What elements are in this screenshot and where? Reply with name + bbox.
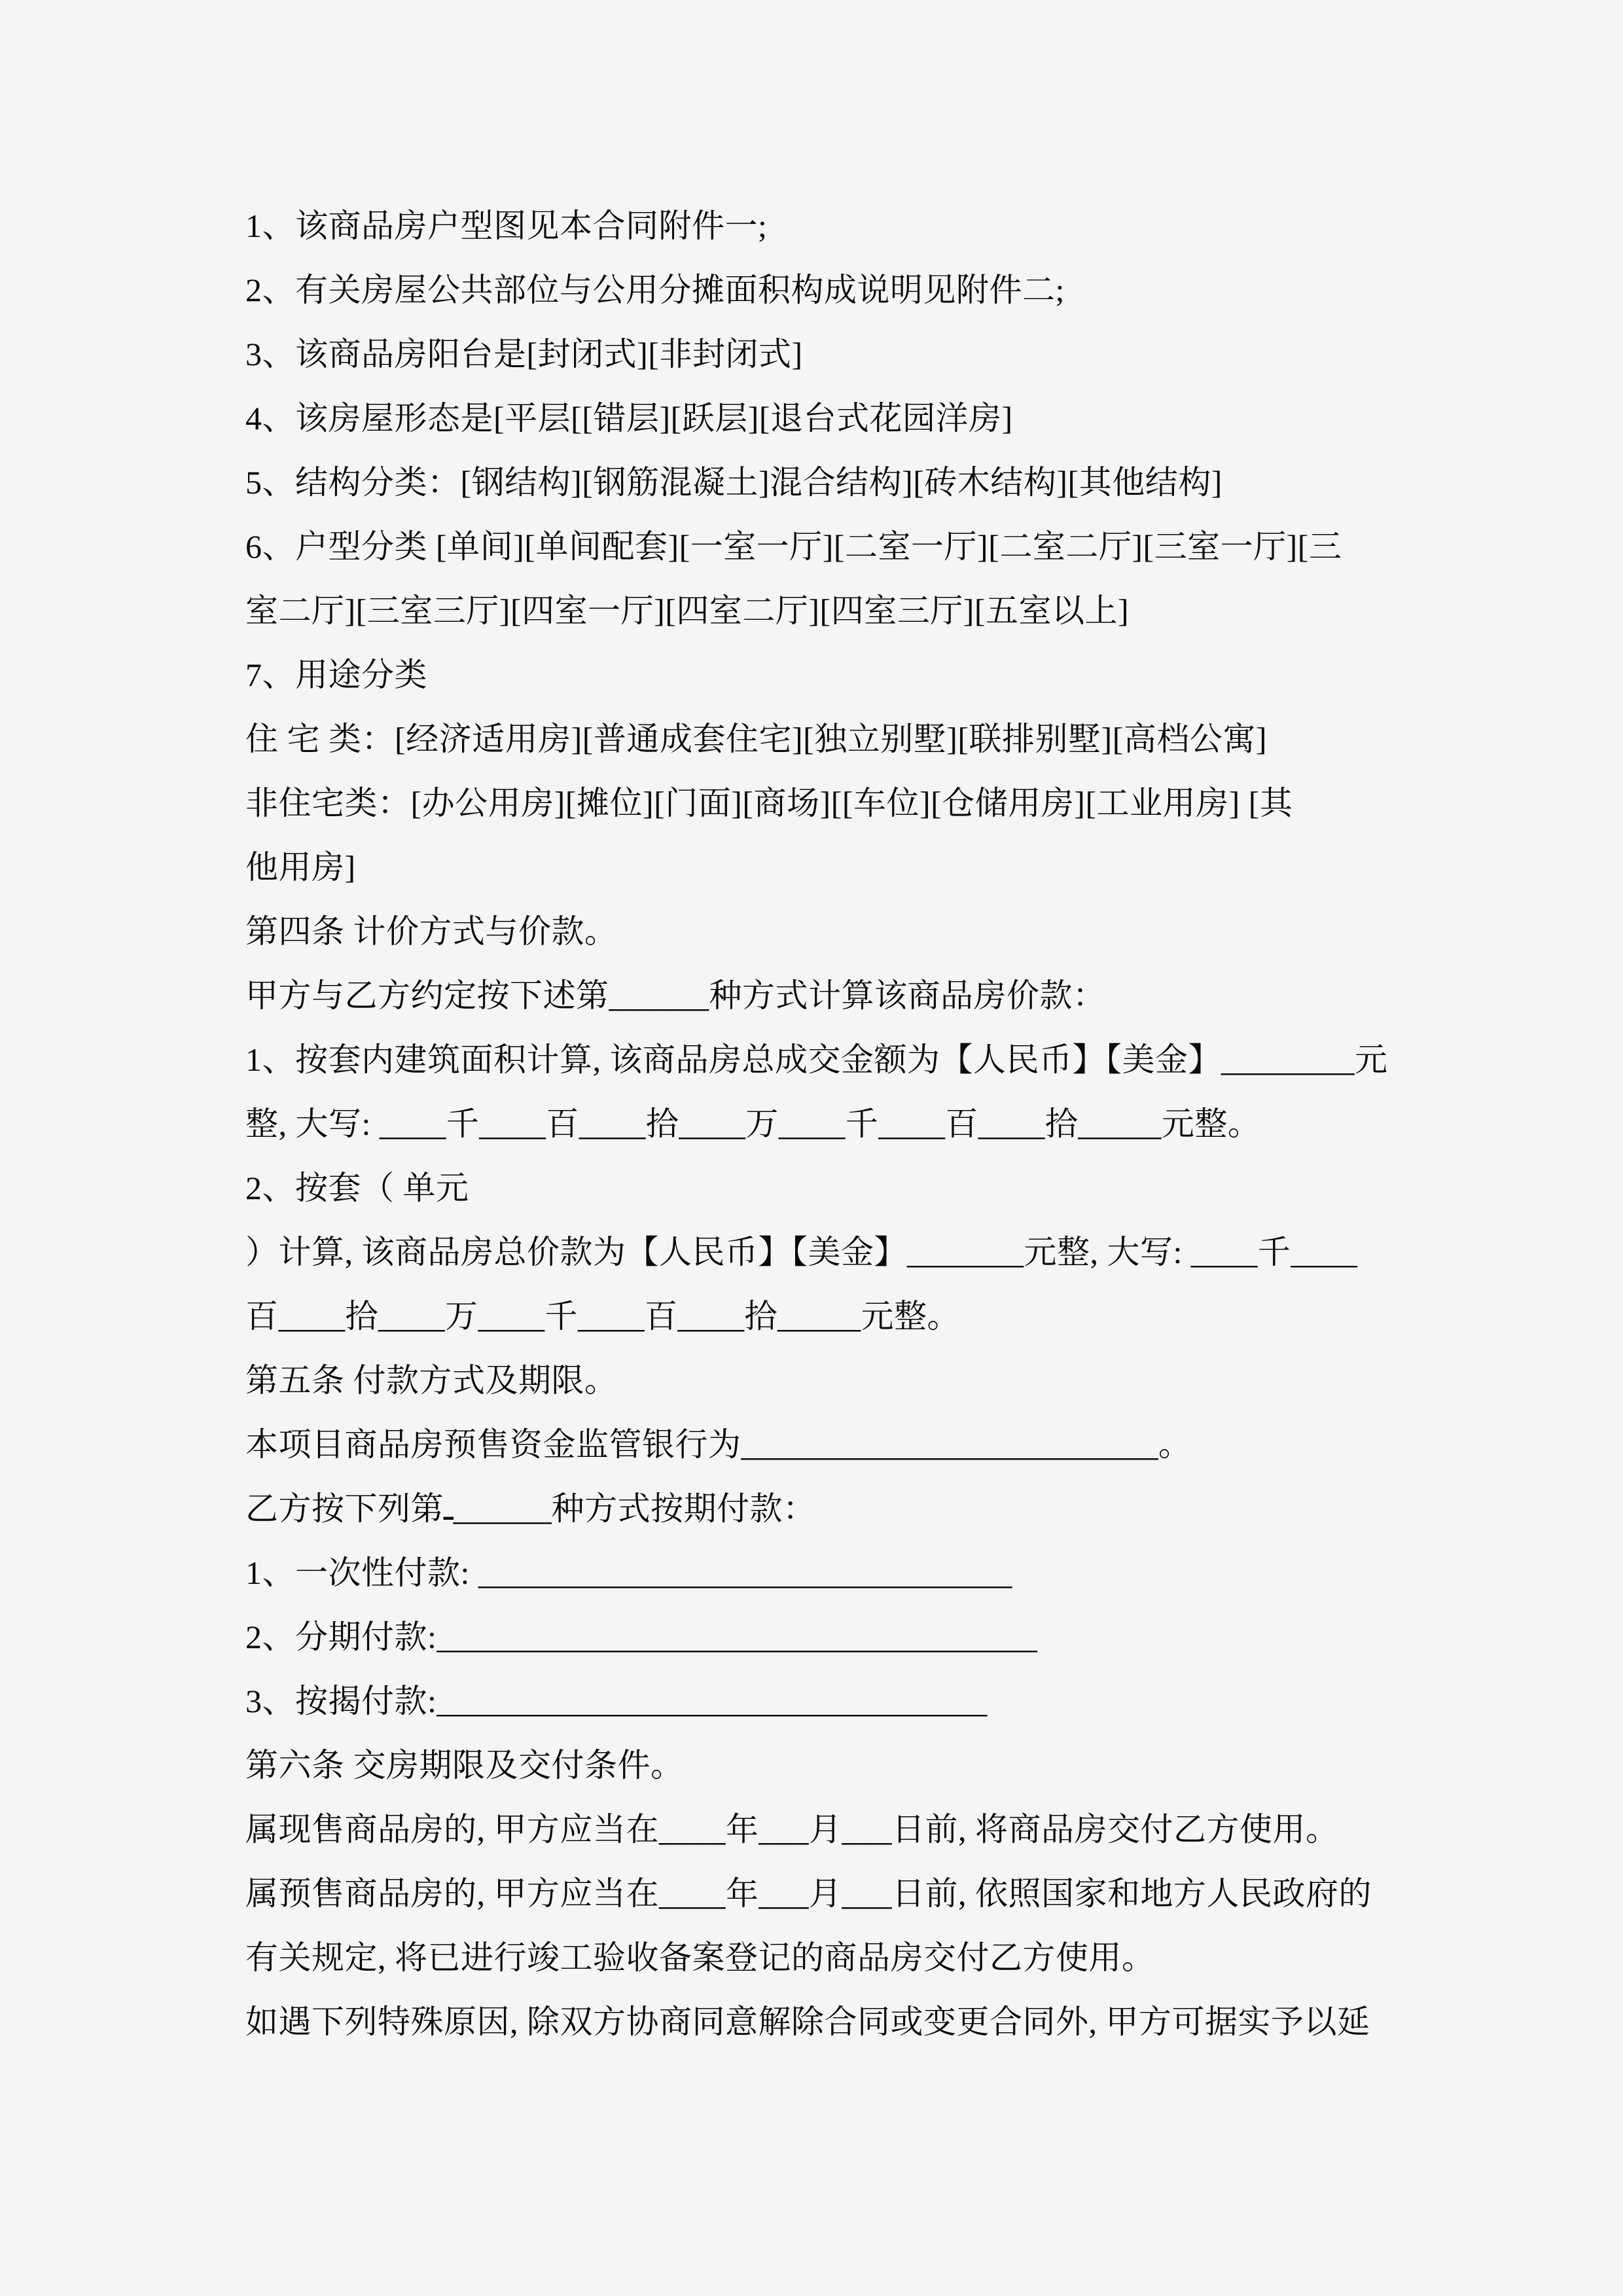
doc-line: 非住宅类：[办公用房][摊位][门面][商场][[车位][仓储用房][工业用房] [其: [245, 785, 1293, 821]
doc-clause-heading: 第五条 付款方式及期限。: [245, 1362, 618, 1399]
doc-line: 2、按套（ 单元: [245, 1170, 469, 1206]
doc-clause-heading: 第四条 计价方式与价款。: [245, 913, 618, 950]
doc-line: 本项目商品房预售资金监管银行为_________________________。: [245, 1426, 1192, 1463]
doc-line: 他用房]: [245, 849, 356, 886]
doc-line: 有关规定, 将已进行竣工验收备案登记的商品房交付乙方使用。: [245, 1939, 1155, 1976]
doc-line: ）计算, 该商品房总价款为【人民币】【美金】_______元整, 大写: ____千____: [245, 1234, 1358, 1270]
doc-line: 属现售商品房的, 甲方应当在____年___月___日前, 将商品房交付乙方使用。: [245, 1811, 1339, 1848]
doc-line: 2、有关房屋公共部位与公用分摊面积构成说明见附件二;: [245, 272, 1065, 308]
doc-line: 整, 大写: ____千____百____拾____万____千____百____拾_____元整。: [245, 1105, 1261, 1142]
doc-line: 属预售商品房的, 甲方应当在____年___月___日前, 依照国家和地方人民政府的: [245, 1875, 1372, 1912]
doc-line: 6、户型分类 [单间][单间配套][一室一厅][二室一厅][二室二厅][三室一厅][三: [245, 528, 1342, 565]
doc-line: 室二厅][三室三厅][四室一厅][四室二厅][四室三厅][五室以上]: [245, 592, 1130, 629]
doc-line: 2、分期付款:____________________________________: [245, 1619, 1038, 1655]
doc-line: 3、该商品房阳台是[封闭式][非封闭式]: [245, 336, 803, 372]
doc-line: 乙方按下列第ـ______种方式按期付款：: [245, 1490, 816, 1527]
doc-line: 住 宅 类：[经济适用房][普通成套住宅][独立别墅][联排别墅][高档公寓]: [245, 721, 1268, 757]
doc-line: 1、一次性付款: ________________________________: [245, 1554, 1012, 1591]
doc-line: 5、结构分类：[钢结构][钢筋混凝土]混合结构][砖木结构][其他结构]: [245, 464, 1222, 501]
doc-clause-heading: 第六条 交房期限及交付条件。: [245, 1747, 684, 1784]
doc-line: 3、按揭付款:_________________________________: [245, 1683, 988, 1719]
doc-line: 4、该房屋形态是[平层[[错层][跃层][退台式花园洋房]: [245, 400, 1013, 437]
doc-line: 百____拾____万____千____百____拾_____元整。: [245, 1298, 960, 1335]
doc-line: 1、该商品房户型图见本合同附件一;: [245, 207, 768, 244]
doc-line: 1、按套内建筑面积计算, 该商品房总成交金额为【人民币】【美金】________元: [245, 1041, 1388, 1078]
contract-text-block: [245, 194, 1417, 2054]
doc-line: 甲方与乙方约定按下述第______种方式计算该商品房价款：: [245, 977, 1106, 1014]
doc-line: 7、用途分类: [245, 656, 427, 693]
doc-line: 如遇下列特殊原因, 除双方协商同意解除合同或变更合同外, 甲方可据实予以延: [245, 2003, 1370, 2040]
